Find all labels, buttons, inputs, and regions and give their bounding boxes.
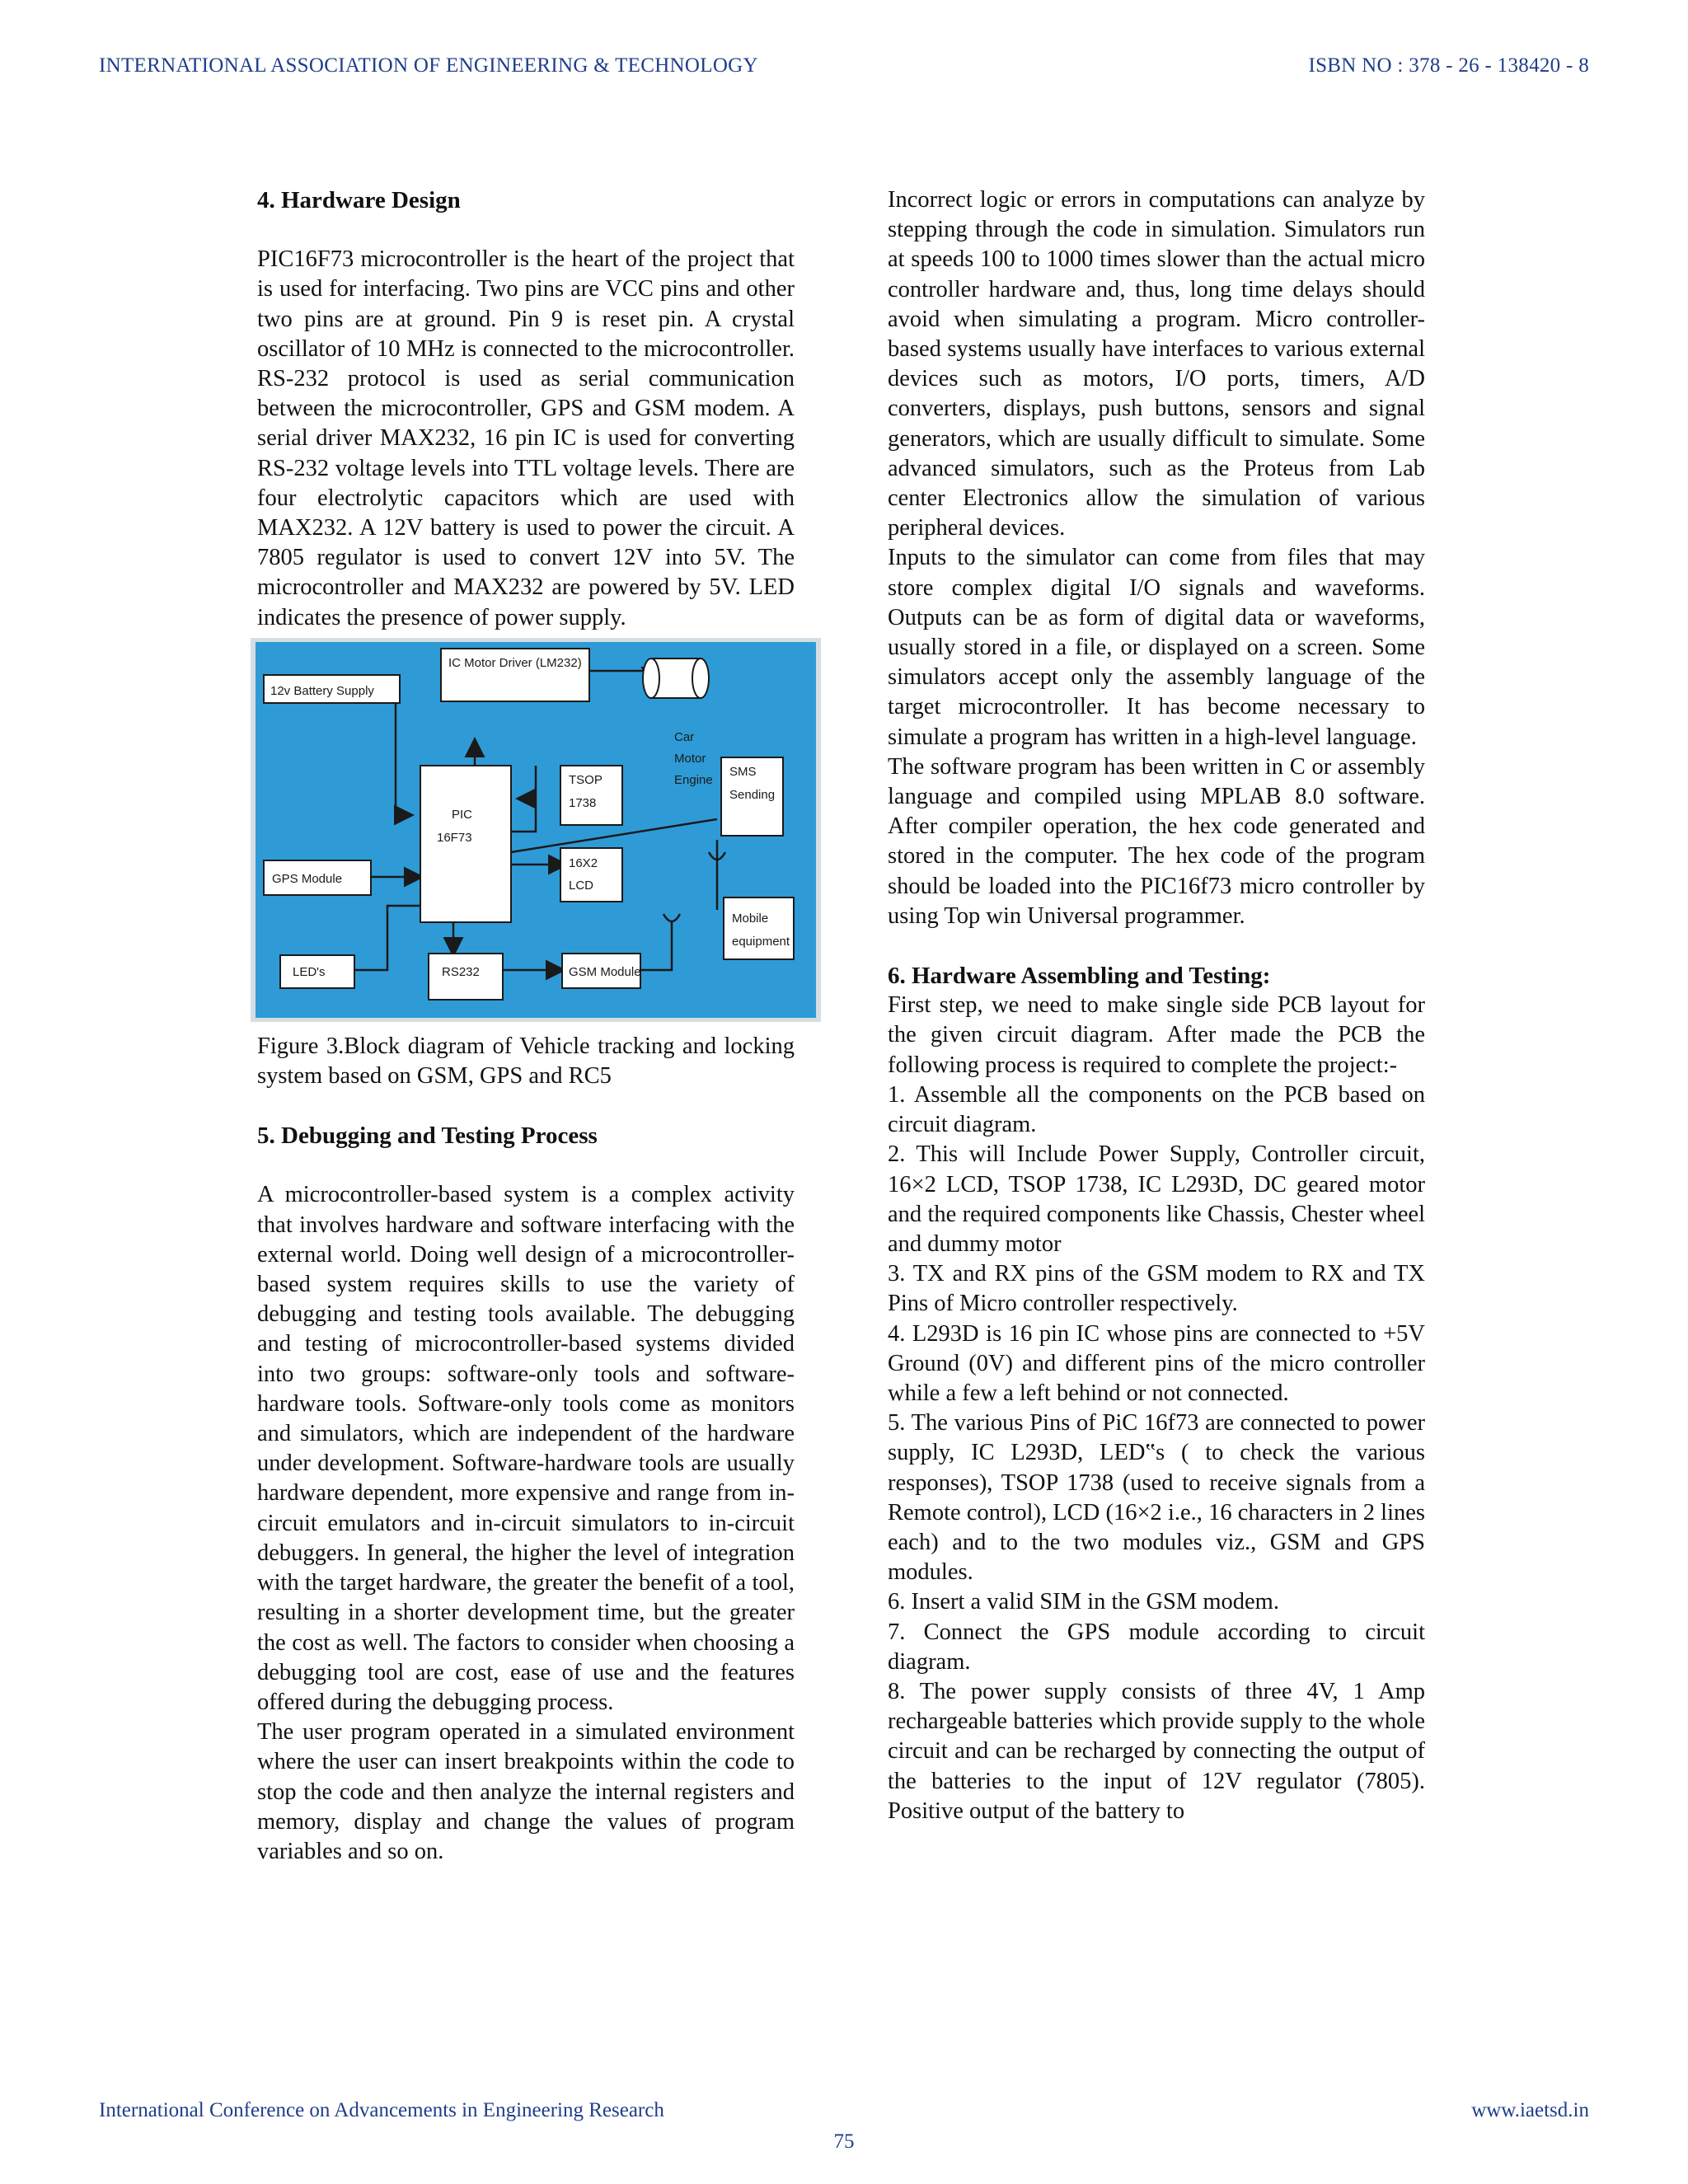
section-5-paragraph-2: The user program operated in a simulated environment where the user can insert breakpoints within the code to stop the code and then analyze the internal registers and memory, display and change the values of program variables and so on.	[257, 1719, 795, 1864]
gsm-label: GSM Module	[569, 964, 641, 979]
lcd-label-1: 16X2	[569, 855, 598, 870]
inputs-paragraph: Inputs to the simulator can come from files that may store complex digital I/O signals and waveforms. Outputs can be as form of digital data or waveforms, usually stored in a file, or displayed on a screen. Some simulators accept only the assembly language of the target microcontroller. It has become necessary to simulate a program has written in a high-level language.	[888, 545, 1425, 750]
footer-conference: International Conference on Advancements in Engineering Research	[99, 2099, 664, 2121]
list-item: 2. This will Include Power Supply, Controller circuit, 16×2 LCD, TSOP 1738, IC L293D, DC geared motor and the required components like Chassis, Chester wheel and dummy motor	[888, 1141, 1425, 1257]
sms-label-2: Sending	[729, 787, 776, 802]
section-5-paragraph-1: A microcontroller-based system is a complex activity that involves hardware and software interfacing with the external world. Doing well design of a microcontroller-based system requires skills to use the variety of debugging and testing tools available. The debugging and testing of microcontroller-based systems divided into two groups: software-only tools and software-hardware tools. Software-only tools come as monitors and simulators, which are independent of the hardware under development. Software-hardware tools are usually hardware dependent, more expensive and range from in-circuit emulators and in-circuit simulators to in-circuit debuggers. In general, the higher the level of integration with the target hardware, the greater the benefit of a tool, resulting in a shorter development time, but the greater the cost as well. The factors to consider when choosing a debugging tool are cost, ease of use and the features offered during the debugging process.	[257, 1182, 795, 1715]
list-item: 4. L293D is 16 pin IC whose pins are connected to +5V Ground (0V) and different pins of the micro controller while a few a left behind or not connected.	[888, 1320, 1425, 1406]
section-5-title: 5. Debugging and Testing Process	[257, 1122, 598, 1150]
pic-label-2: 16F73	[437, 830, 472, 845]
tsop-label-2: 1738	[569, 795, 597, 810]
software-paragraph: The software program has been written in C or assembly language and compiled using MPLAB 8.0 software. After compiler operation, the hex code generated and stored in the computer. The hex code of the program should be loaded into the PIC16f73 micro controller by using Top win Universal programmer.	[888, 753, 1425, 929]
battery-label: 12v Battery Supply	[270, 683, 374, 698]
car-motor-label-1: Car	[674, 729, 695, 744]
mobile-box	[724, 898, 794, 959]
left-column	[257, 185, 795, 1867]
rs232-label: RS232	[442, 964, 480, 979]
list-item: 8. The power supply consists of three 4V, 1 Amp rechargeable batteries which provide supply to the whole circuit and can be recharged by connecting the output of the batteries to the input of 12V regulator (7805). Positive output of the battery to	[888, 1678, 1425, 1824]
list-item: 7. Connect the GPS module according to circuit diagram.	[888, 1619, 1425, 1675]
header-isbn: ISBN NO : 378 - 26 - 138420 - 8	[1308, 54, 1589, 77]
list-item: 5. The various Pins of PiC 16f73 are connected to power supply, IC L293D, LED‟s ( to check the various responses), TSOP 1738 (used to receive signals from a Remote control), LCD (16×2 i.e., 16 characters in 2 lines each) and to the two modules viz., GSM and GPS modules.	[888, 1410, 1425, 1586]
list-item: 3. TX and RX pins of the GSM modem to RX and TX Pins of Micro controller respectively.	[888, 1261, 1425, 1317]
lcd-label-2: LCD	[569, 878, 594, 893]
footer-website[interactable]: www.iaetsd.in	[1471, 2099, 1589, 2121]
pic-label-1: PIC	[452, 807, 473, 822]
figure-caption: Figure 3.Block diagram of Vehicle tracking and locking system based on GSM, GPS and RC5	[257, 1033, 795, 1090]
section-4-title: 4. Hardware Design	[257, 187, 461, 213]
car-motor-label-3: Engine	[674, 772, 713, 787]
motor-cylinder-icon	[643, 658, 709, 698]
car-motor-label-2: Motor	[674, 751, 706, 766]
section-4-paragraph: PIC16F73 microcontroller is the heart of the project that is used for interfacing. Two pins are VCC pins and other two pins are at ground. Pin 9 is reset pin. A crystal oscillator of 10 MHz is connected to the microcontroller. RS-232 protocol is used as serial communication between the microcontroller, GPS and GSM modem. A serial driver MAX232, 16 pin IC is used for converting RS-232 voltage levels into TTL voltage levels. There are four electrolytic capacitors which are used with MAX232. A 12V battery is used to power the circuit. A 7805 regulator is used to convert 12V into 5V. The microcontroller and MAX232 are powered by 5V. LED indicates the presence of power supply.	[257, 246, 795, 630]
mobile-label-2: equipment	[732, 934, 790, 949]
gps-label: GPS Module	[272, 871, 343, 886]
list-item: 1. Assemble all the components on the PCB based on circuit diagram.	[888, 1081, 1425, 1138]
section-6-title: 6. Hardware Assembling and Testing:	[888, 963, 1271, 990]
block-diagram	[255, 642, 817, 1018]
list-item: 6. Insert a valid SIM in the GSM modem.	[888, 1589, 1279, 1615]
header-journal-name: INTERNATIONAL ASSOCIATION OF ENGINEERING & TECHNOLOGY	[99, 54, 758, 77]
sms-label-1: SMS	[729, 764, 757, 779]
simulation-paragraph: Incorrect logic or errors in computations can analyze by stepping through the code in simulation. Simulators run at speeds 100 to 1000 times slower than the actual micro controller hardware and, thus, long time delays should avoid when simulating a program. Micro controller-based systems usually have interfaces to various external devices such as motors, I/O ports, timers, A/D converters, displays, push buttons, sensors and signal generators, which are usually difficult to simulate. Some advanced simulators, such as the Proteus from Lab center Electronics allow the simulation of various peripheral devices.	[888, 187, 1425, 541]
page-number: 75	[833, 2130, 855, 2153]
leds-label: LED's	[293, 964, 326, 979]
block-diagram-figure	[251, 638, 821, 1022]
mobile-label-1: Mobile	[732, 911, 769, 926]
motor-driver-label: IC Motor Driver (LM232)	[448, 655, 582, 670]
section-6-intro: First step, we need to make single side PCB layout for the given circuit diagram. After made the PCB the following process is required to complete the project:-	[888, 992, 1425, 1078]
tsop-label-1: TSOP	[569, 772, 603, 787]
right-column	[888, 185, 1425, 1826]
